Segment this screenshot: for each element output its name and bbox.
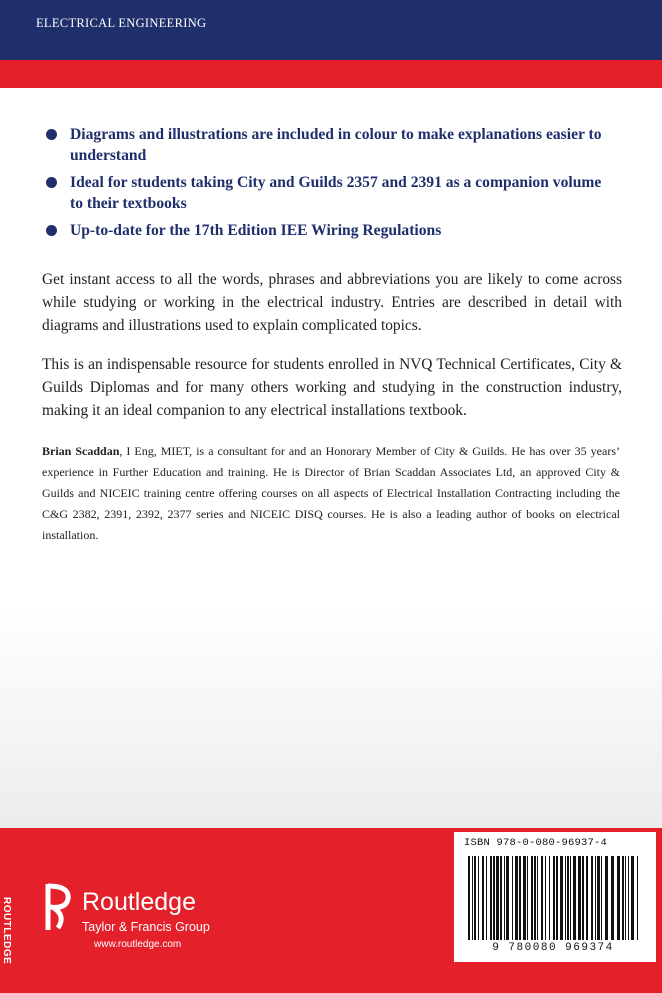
barcode-bar — [490, 856, 492, 940]
publisher-vertical-label: ROUTLEDGE — [1, 897, 12, 965]
barcode-bar — [504, 856, 505, 940]
barcode-bar — [591, 856, 593, 940]
red-band — [0, 60, 662, 88]
barcode-bar — [560, 856, 563, 940]
barcode-bar — [637, 856, 638, 940]
barcode-bar — [534, 856, 536, 940]
barcode-bar — [531, 856, 533, 940]
description-paragraph-2: This is an indispensable resource for students enrolled in NVQ Technical Certificates, City & Guilds Diplomas and for many others working and studying in the construction industry, making it an ideal companion to any electrical installations textbook. — [42, 356, 622, 419]
barcode-bar — [549, 856, 550, 940]
barcode-bar — [573, 856, 576, 940]
barcode-bar — [625, 856, 626, 940]
author-name: Brian Scaddan — [42, 444, 120, 458]
publisher-url[interactable]: www.routledge.com — [94, 939, 182, 950]
barcode-bar — [478, 856, 479, 940]
barcode-bar — [523, 856, 526, 940]
barcode-bar — [482, 856, 484, 940]
barcode-bar — [556, 856, 558, 940]
feature-text: Ideal for students taking City and Guilds 2357 and 2391 as a companion volume to their textbooks — [70, 174, 602, 212]
bullet-dot-icon — [46, 225, 57, 236]
barcode-bar — [628, 856, 629, 940]
barcode-bar — [601, 856, 602, 940]
author-bio — [42, 441, 620, 546]
feature-item — [46, 220, 606, 241]
barcode-bar — [567, 856, 569, 940]
feature-text: Diagrams and illustrations are included in colour to make explanations easier to understand — [70, 126, 602, 164]
bullet-dot-icon — [46, 177, 57, 188]
feature-item — [46, 172, 606, 214]
barcode-bar — [519, 856, 521, 940]
barcode-bar — [553, 856, 555, 940]
feature-text: Up-to-date for the 17th Edition IEE Wiring Regulations — [70, 222, 442, 239]
barcode-bar — [622, 856, 624, 940]
barcode-bar — [545, 856, 546, 940]
feature-item — [46, 124, 606, 166]
barcode-bar — [605, 856, 608, 940]
isbn-label: ISBN 978-0-080-96937-4 — [464, 837, 608, 849]
barcode-bar — [512, 856, 513, 940]
barcode-bar — [570, 856, 571, 940]
barcode-bar — [496, 856, 499, 940]
barcode-digits: 9 780080 969374 — [492, 942, 614, 954]
barcode-bar — [565, 856, 566, 940]
barcode-bar — [527, 856, 528, 940]
barcode-panel — [454, 832, 656, 962]
barcode-bar — [515, 856, 518, 940]
category-label: ELECTRICAL ENGINEERING — [36, 16, 207, 30]
barcode-bar — [611, 856, 614, 940]
feature-list — [46, 124, 606, 247]
barcode-bar — [541, 856, 543, 940]
description-paragraph-1: Get instant access to all the words, phrases and abbreviations you are likely to come across while studying or working in the electrical industry. Entries are described in detail with diagrams and illustrations used to explain complicated topics. — [42, 271, 622, 334]
top-banner — [0, 0, 662, 60]
routledge-logo-icon[interactable] — [44, 882, 74, 932]
barcode-bar — [506, 856, 509, 940]
barcode-bar — [597, 856, 600, 940]
publisher-group: Taylor & Francis Group — [82, 920, 210, 934]
barcode-bar — [472, 856, 473, 940]
bullet-dot-icon — [46, 129, 57, 140]
barcode-bar — [578, 856, 581, 940]
barcode-bar — [493, 856, 495, 940]
barcode-image — [466, 856, 644, 940]
barcode-bar — [468, 856, 470, 940]
barcode-bar — [500, 856, 502, 940]
barcode-bar — [474, 856, 476, 940]
barcode-bar — [537, 856, 538, 940]
barcode-bar — [582, 856, 584, 940]
barcode-bar — [617, 856, 620, 940]
barcode-bar — [631, 856, 634, 940]
author-bio-text: , I Eng, MIET, is a consultant for and an Honorary Member of City & Guilds. He has over 35 years’ experience in Further Education and training. He is Director of Brian Scaddan Associates Ltd, an approved City & Guilds and NICEIC training centre offering courses on all aspects of Electrical Installation Contracting including the C&G 2382, 2391, 2392, 2377 series and NICEIC DISQ courses. He is also a leading author of books on electrical installation. — [42, 444, 621, 542]
barcode-bar — [486, 856, 487, 940]
barcode-bar — [586, 856, 588, 940]
barcode-bar — [595, 856, 596, 940]
publisher-name[interactable]: Routledge — [82, 888, 196, 916]
